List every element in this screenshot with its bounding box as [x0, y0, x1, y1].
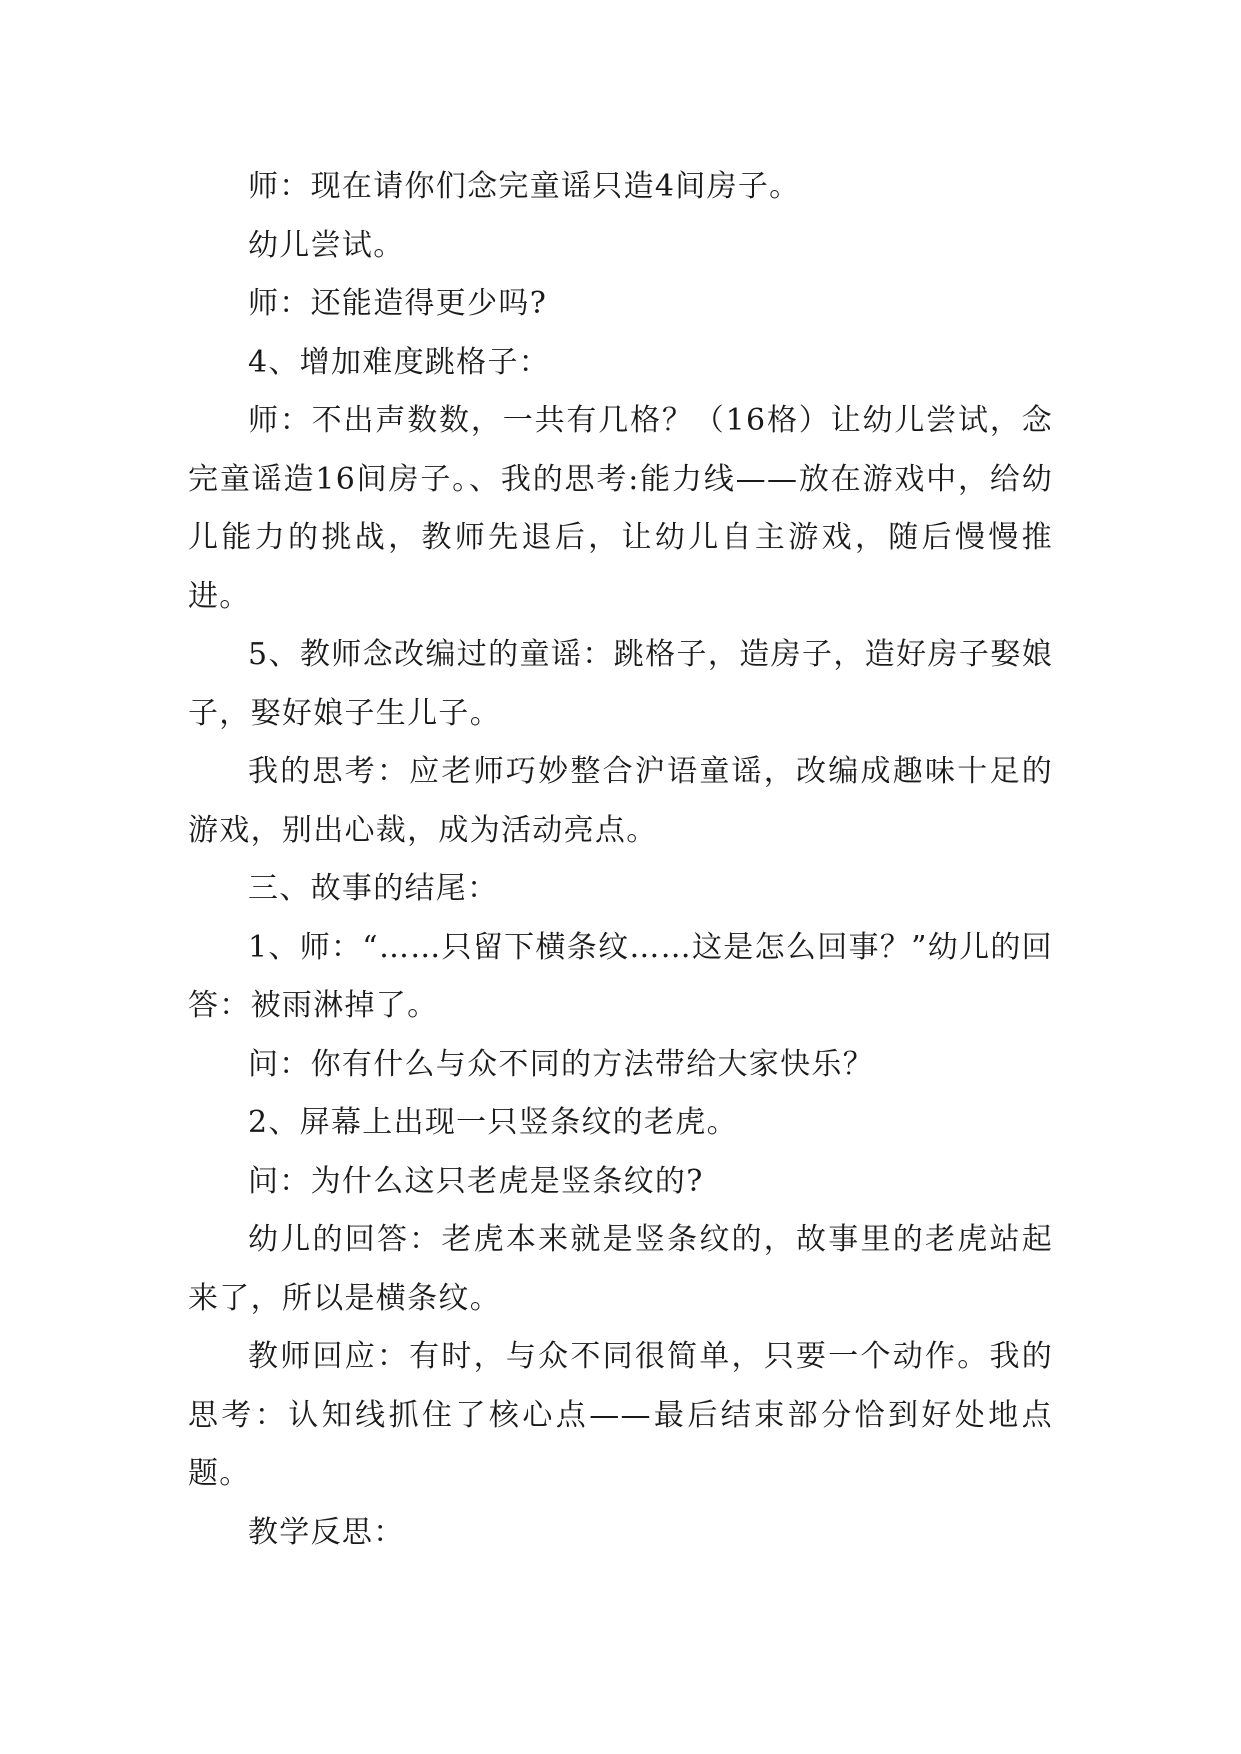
paragraph: 我的思考：应老师巧妙整合沪语童谣，改编成趣味十足的游戏，别出心裁，成为活动亮点。 [188, 754, 1053, 848]
paragraph: 师：还能造得更少吗? [248, 286, 548, 321]
paragraph: 问：为什么这只老虎是竖条纹的? [248, 1163, 704, 1199]
paragraph: 5、教师念改编过的童谣：跳格子，造房子，造好房子娶娘子，娶好娘子生儿子。 [188, 637, 1053, 731]
section-heading: 教学反思： [248, 1514, 405, 1550]
paragraph: 2、屏幕上出现一只竖条纹的老虎。 [248, 1105, 738, 1140]
paragraph: 幼儿尝试。 [248, 227, 405, 263]
section-heading: 三、故事的结尾： [248, 871, 499, 906]
paragraph: 教师回应：有时，与众不同很简单，只要一个动作。我的思考：认知线抓住了核心点——最后结束部分恰到好处地点题。 [188, 1339, 1053, 1491]
paragraph: 师：不出声数数，一共有几格？（16格）让幼儿尝试，念完童谣造16间房子。、我的思考:能力线——放在游戏中，给幼儿能力的挑战，教师先退后，让幼儿自主游戏，随后慢慢推进。 [188, 403, 1053, 614]
paragraph: 幼儿的回答：老虎本来就是竖条纹的，故事里的老虎站起来了，所以是横条纹。 [188, 1222, 1053, 1316]
paragraph: 问：你有什么与众不同的方法带给大家快乐？ [248, 1046, 874, 1082]
paragraph: 1、师：“……只留下横条纹……这是怎么回事？”幼儿的回答：被雨淋掉了。 [188, 929, 1053, 1023]
paragraph: 师：现在请你们念完童谣只造4间房子。 [248, 169, 801, 204]
document-body [188, 158, 1053, 1562]
paragraph: 4、增加难度跳格子： [248, 344, 551, 380]
